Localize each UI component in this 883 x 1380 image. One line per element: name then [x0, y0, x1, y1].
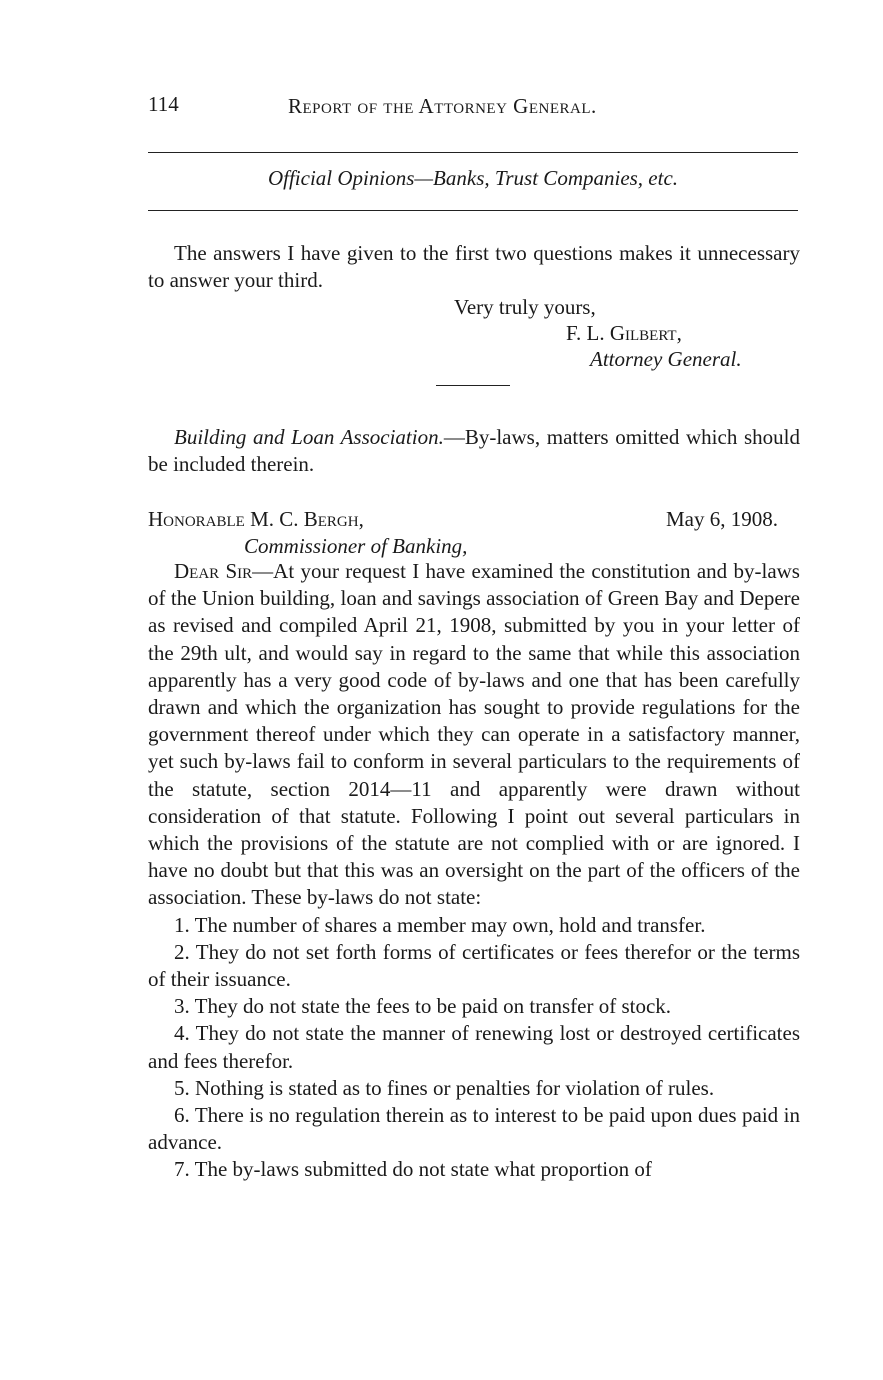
list-item-2: 2. They do not set forth forms of certificates or fees therefor or the terms of their issuance. — [148, 939, 800, 992]
signer-name: F. L. Gilbert, — [566, 321, 682, 345]
page-number: 114 — [148, 92, 179, 116]
addressee-block — [148, 506, 798, 558]
letter-date: May 6, 1908. — [666, 507, 778, 531]
list-item-5: 5. Nothing is stated as to fines or penalties for violation of rules. — [174, 1075, 715, 1100]
list-item-4: 4. They do not state the manner of renewing lost or destroyed certificates and fees therefor. — [148, 1021, 800, 1073]
letter-body — [148, 558, 800, 1184]
header-rule-bottom — [148, 210, 798, 211]
list-item-6: 6. There is no regulation therein as to interest to be paid upon dues paid in advance. — [148, 1103, 800, 1155]
salutation: Dear Sir — [174, 559, 253, 583]
letter-body-text: —At your request I have examined the constitution and by-laws of the Union building, loan and savings association of Green Bay and Depere as revised and compiled April 21, 1908, submitted by you in your letter of the 29th ult, and would say in regard to the same that while this association apparently has a very good code of by-laws and one that has been carefully drawn and which the organization has sought to provide regulations for the government thereof under which they can operate in a satisfactory manner, yet such by-laws fail to conform in several particulars to the requirements of the statute, section 2014—11 and apparently were drawn without consideration of that statute. Following I point out several particulars in which the provisions of the statute are not complied with or are ignored. I have no doubt but that this was an oversight on the part of the officers of the association. These by-laws do not state: — [148, 559, 800, 910]
header-rule-top — [148, 152, 798, 153]
signer-title: Attorney General. — [590, 347, 742, 371]
running-title: Report of the Attorney General. — [288, 94, 597, 118]
addressee-title: Commissioner of Banking, — [244, 534, 468, 558]
page-header — [148, 92, 798, 122]
headnote — [148, 424, 800, 478]
headnote-topic: Building and Loan Association. — [174, 425, 444, 449]
headnote-paragraph — [148, 424, 800, 478]
list-item-7: 7. The by-laws submitted do not state what proportion of — [174, 1157, 652, 1182]
valediction: Very truly yours, — [454, 295, 596, 319]
headnote-text: —By-laws, matters omitted which should be included therein. — [148, 425, 800, 477]
opening-paragraph-text: The answers I have given to the first two questions makes it unnecessary to answer your third. — [148, 241, 800, 293]
opening-paragraph — [148, 240, 800, 294]
section-heading: Official Opinions—Banks, Trust Companies, etc. — [267, 166, 679, 190]
letter-paragraph — [148, 558, 800, 912]
list-item-1: 1. The number of shares a member may own, hold and transfer. — [174, 912, 706, 937]
section-divider — [436, 385, 510, 386]
addressee-name: Honorable M. C. Bergh, — [148, 507, 364, 531]
list-item-3: 3. They do not state the fees to be paid on transfer of stock. — [174, 994, 672, 1019]
